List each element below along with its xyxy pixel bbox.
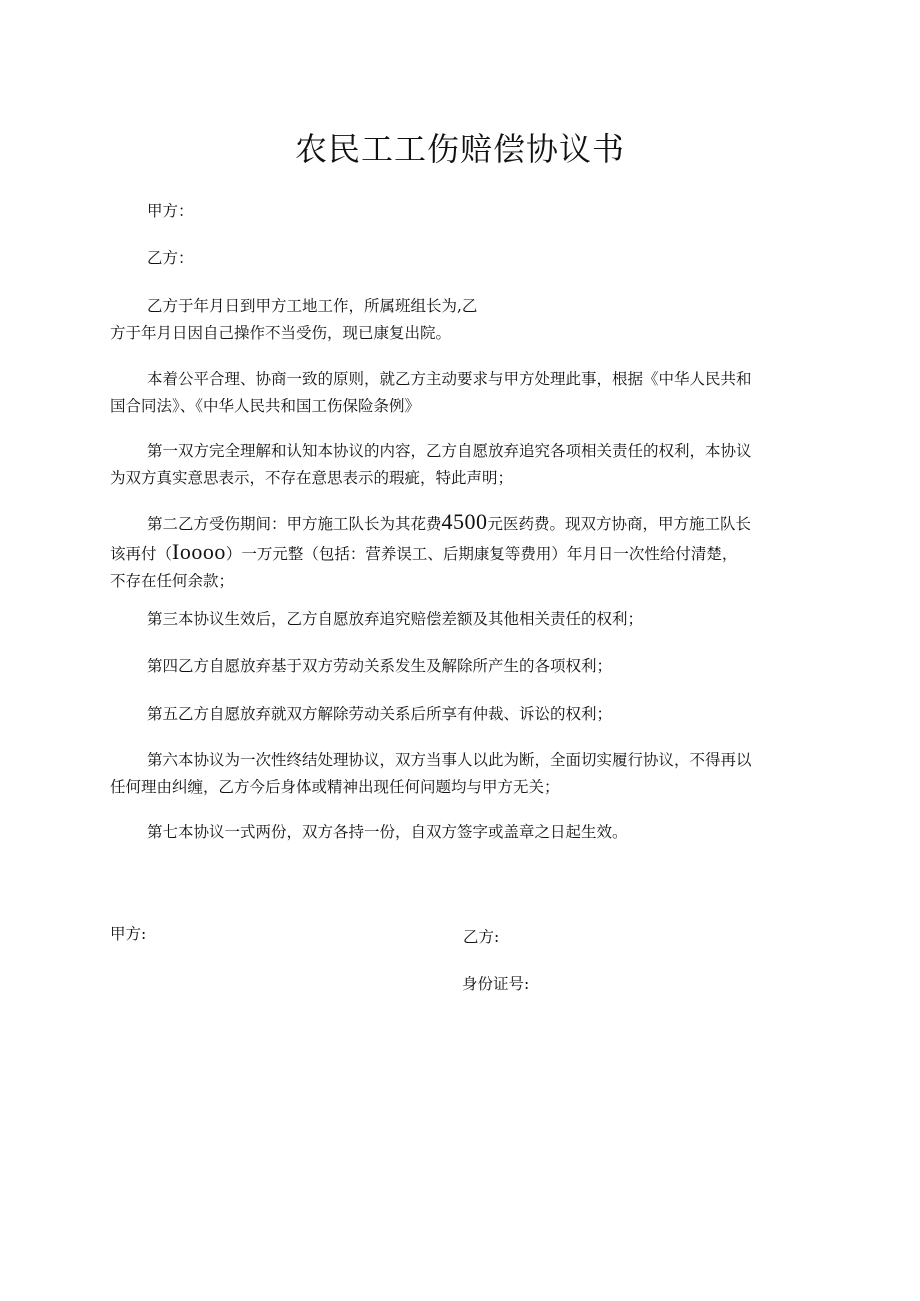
paragraph-clause-1: 第一双方完全理解和认知本协议的内容，乙方自愿放弃追究各项相关责任的权利，本协议 为双方真实意思表示，不存在意思表示的瑕疵，特此声明； [110, 442, 752, 487]
paragraph-clause-4: 第四乙方自愿放弃基于双方劳动关系发生及解除所产生的各项权利； [147, 657, 613, 675]
paragraph-clause-7: 第七本协议一式两份，双方各持一份，自双方签字或盖章之日起生效。 [147, 823, 628, 841]
medical-fee-amount: 4500 [441, 509, 488, 534]
paragraph-clause-2: 第二乙方受伤期间：甲方施工队长为其花费4500元医药费。现双方协商，甲方施工队长 该再付（Ioooo）一万元整（包括：营养误工、后期康复等费用）年月日一次性给付清楚， 不存在任何余款； [110, 509, 752, 590]
signature-id-number: 身份证号: [462, 975, 530, 993]
payment-amount: Ioooo [172, 539, 226, 564]
paragraph-clause-6: 第六本协议为一次性终结处理协议，双方当事人以此为断，全面切实履行协议，不得再以 任何理由纠缠，乙方今后身体或精神出现任何问题均与甲方无关； [110, 751, 752, 796]
signature-party-b: 乙方: [463, 928, 500, 946]
paragraph-injury-facts: 乙方于年月日到甲方工地工作，所属班组长为,乙 方于年月日因自己操作不当受伤，现已康复出院。 [110, 297, 478, 342]
document-title: 农民工工伤赔偿协议书 [294, 130, 625, 168]
paragraph-clause-5: 第五乙方自愿放弃就双方解除劳动关系后所享有仲裁、诉讼的权利； [147, 705, 613, 723]
paragraph-principle: 本着公平合理、协商一致的原则，就乙方主动要求与甲方处理此事，根据《中华人民共和 国合同法》、《中华人民共和国工伤保险条例》 [110, 370, 752, 415]
party-a-line: 甲方： [147, 202, 194, 220]
paragraph-clause-3: 第三本协议生效后，乙方自愿放弃追究赔偿差额及其他相关责任的权利； [147, 610, 644, 628]
signature-party-a: 甲方: [110, 925, 147, 943]
party-b-line: 乙方： [147, 249, 194, 267]
